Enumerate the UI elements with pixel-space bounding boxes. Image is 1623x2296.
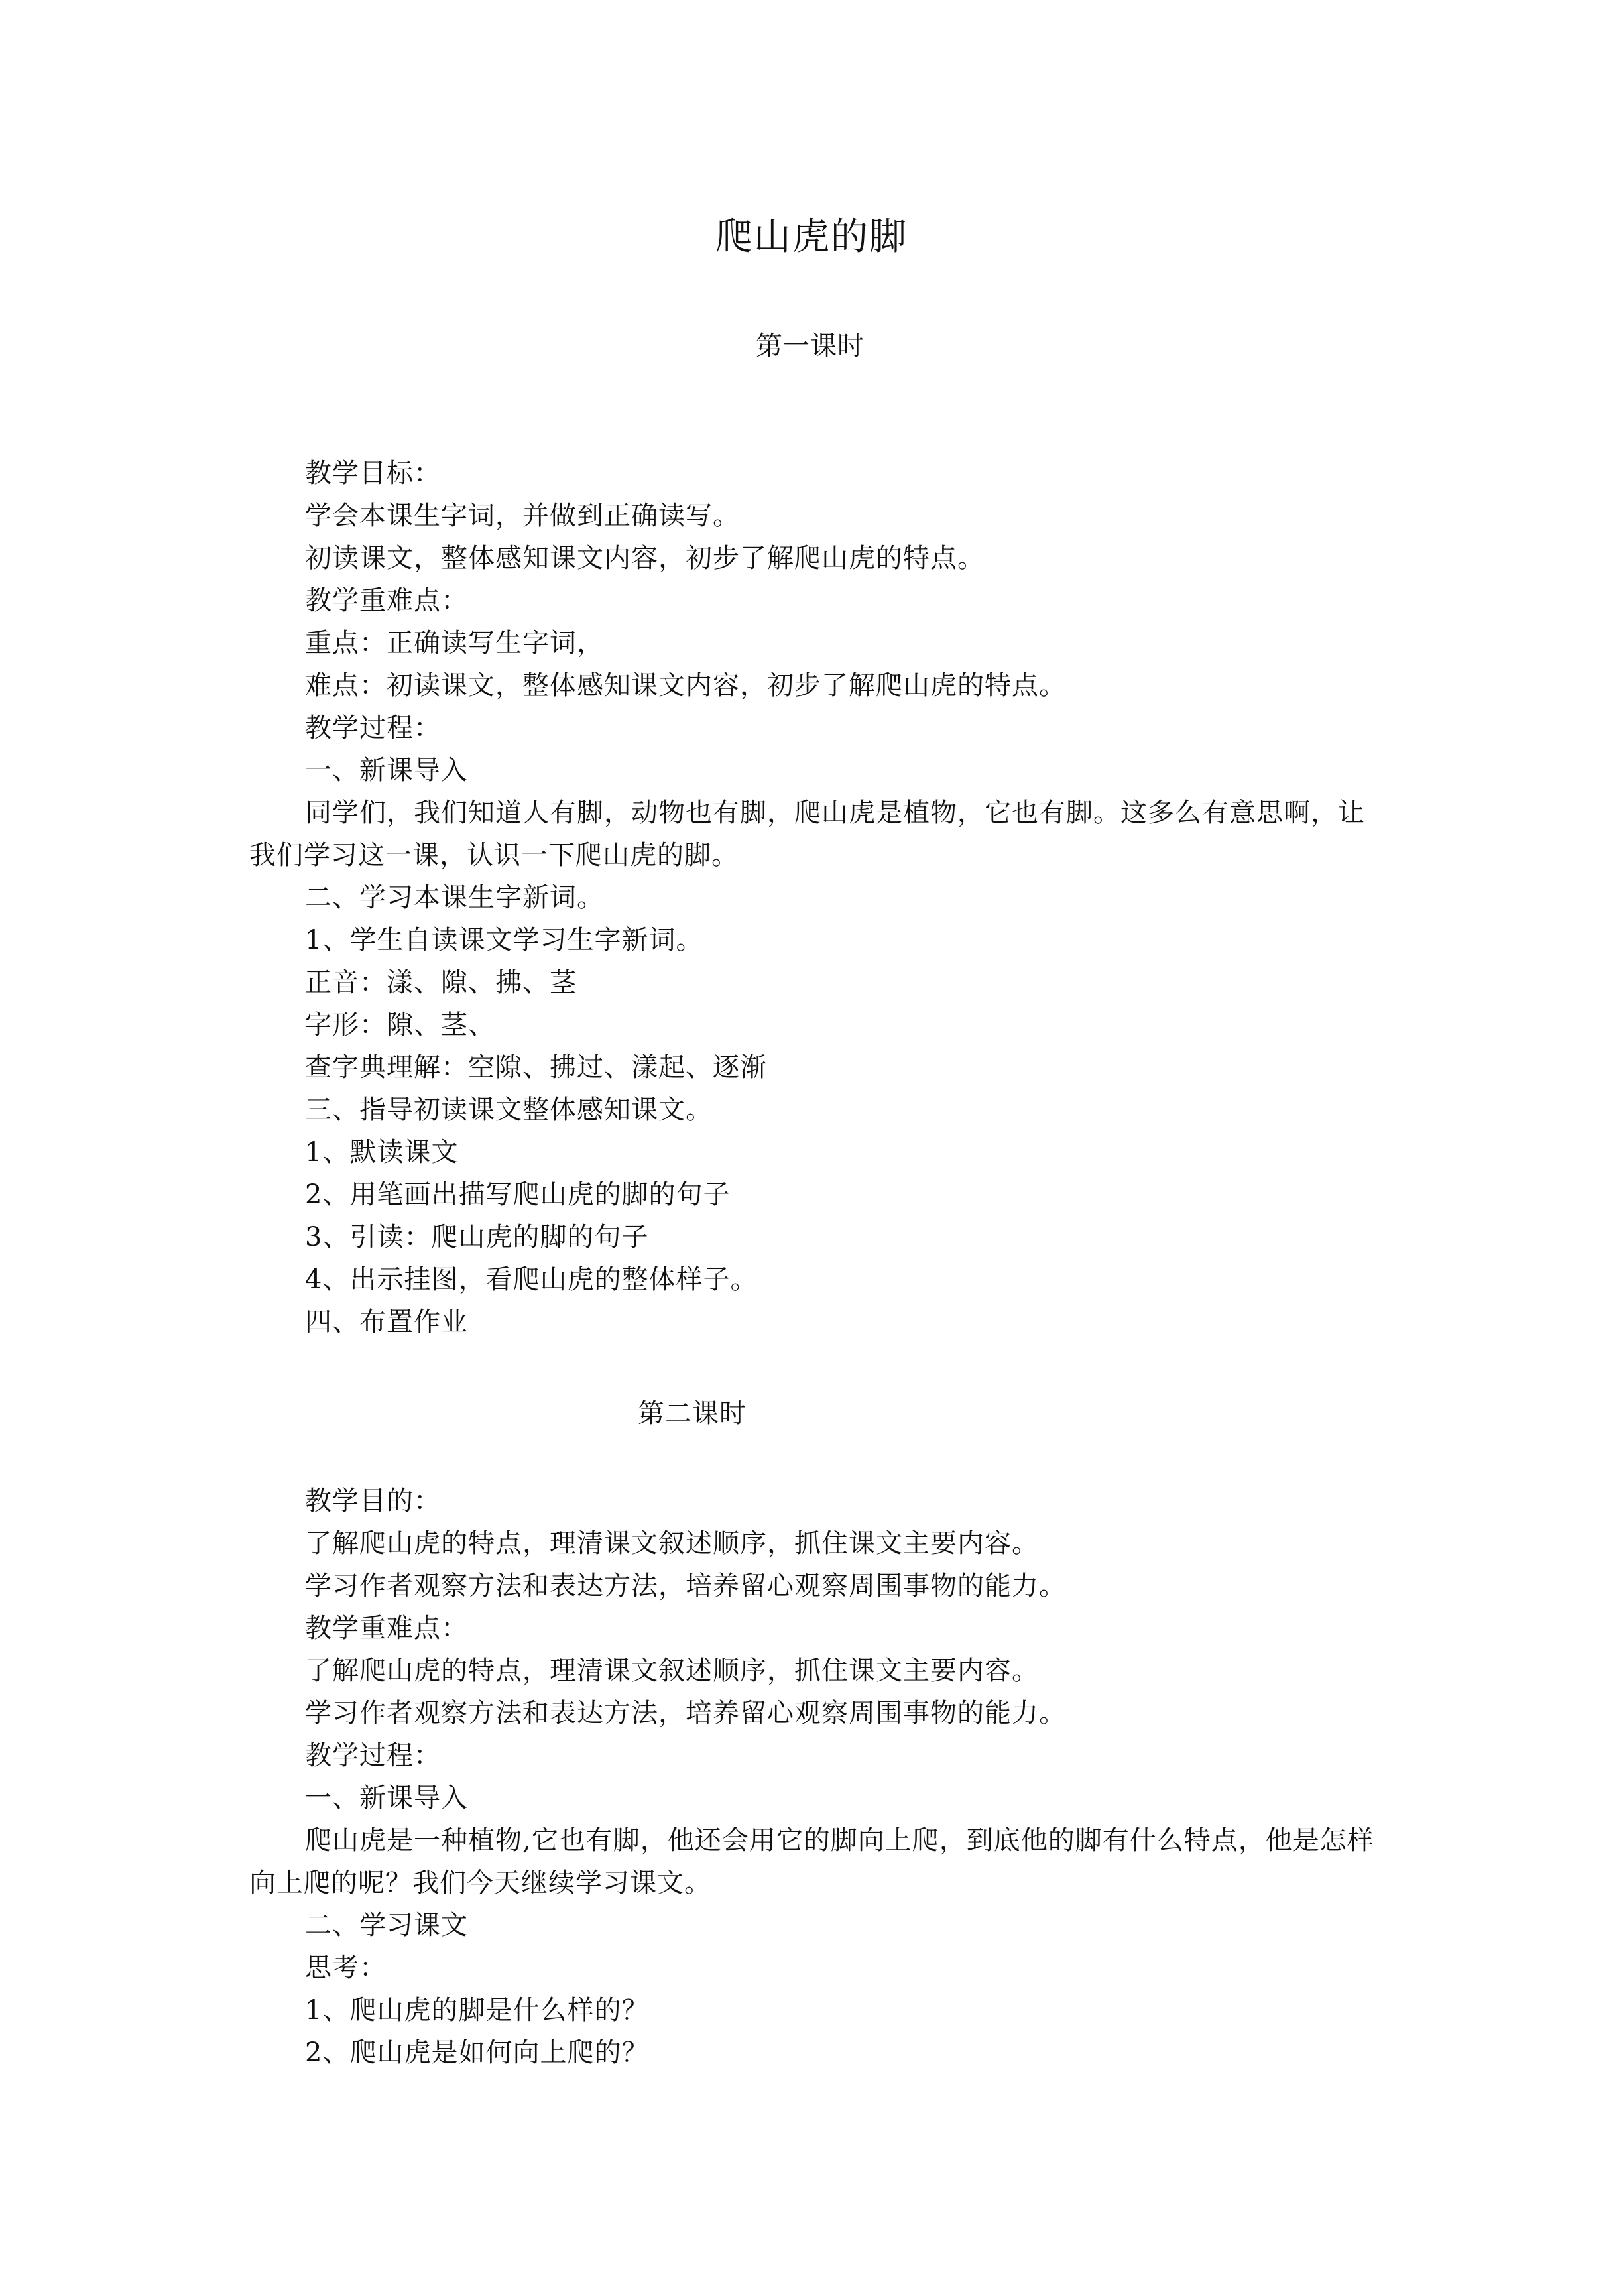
think-label: 思考： — [305, 1953, 387, 1983]
document-title: 爬山虎的脚 — [715, 215, 908, 259]
list-item: 1、学生自读课文学习生字新词。 — [305, 925, 703, 955]
question-item: 2、爬山虎是如何向上爬的？ — [305, 2037, 649, 2068]
paragraph: 爬山虎是一种植物,它也有脚，他还会用它的脚向上爬，到底他的脚有什么特点，他是怎样向上爬的呢？我们今天继续学习课文。 — [249, 1825, 1374, 1898]
section-heading: 二、学习本课生字新词。 — [305, 882, 604, 913]
goal-item: 学习作者观察方法和表达方法，培养留心观察周围事物的能力。 — [305, 1571, 1066, 1601]
section-heading: 三、指导初读课文整体感知课文。 — [305, 1095, 713, 1125]
list-item: 2、用笔画出描写爬山虎的脚的句子 — [305, 1179, 731, 1210]
list-item: 3、引读：爬山虎的脚的句子 — [305, 1222, 649, 1252]
lesson-2-body — [249, 1480, 1387, 2074]
goal-item: 初读课文，整体感知课文内容，初步了解爬山虎的特点。 — [305, 543, 985, 574]
lesson-2-heading: 第二课时 — [638, 1398, 747, 1429]
section-heading: 二、学习课文 — [305, 1910, 468, 1941]
key-points-label: 教学重难点： — [305, 585, 468, 616]
paragraph: 同学们，我们知道人有脚，动物也有脚，爬山虎是植物，它也有脚。这多么有意思啊，让我们学习这一课，认识一下爬山虎的脚。 — [249, 798, 1365, 871]
list-item: 字形：隙、茎、 — [305, 1010, 495, 1040]
key-point-item: 难点：初读课文，整体感知课文内容，初步了解爬山虎的特点。 — [305, 670, 1066, 701]
lesson-1-heading: 第一课时 — [756, 331, 865, 361]
key-point-item: 重点：正确读写生字词， — [305, 628, 604, 658]
section-heading: 四、布置作业 — [305, 1307, 468, 1337]
list-item: 查字典理解：空隙、拂过、漾起、逐渐 — [305, 1052, 767, 1083]
section-heading: 一、新课导入 — [305, 755, 468, 786]
process-label: 教学过程： — [305, 1740, 441, 1771]
question-item: 1、爬山虎的脚是什么样的？ — [305, 1995, 649, 2025]
lesson-1-body — [249, 452, 1387, 1343]
goal-item: 学会本课生字词，并做到正确读写。 — [305, 501, 740, 531]
goal-label: 教学目的： — [305, 1486, 441, 1516]
goal-label: 教学目标： — [305, 458, 441, 489]
process-label: 教学过程： — [305, 713, 441, 743]
key-point-item: 了解爬山虎的特点，理清课文叙述顺序，抓住课文主要内容。 — [305, 1656, 1039, 1686]
list-item: 1、默读课文 — [305, 1137, 459, 1168]
list-item: 正音：漾、隙、拂、茎 — [305, 967, 577, 998]
goal-item: 了解爬山虎的特点，理清课文叙述顺序，抓住课文主要内容。 — [305, 1528, 1039, 1559]
list-item: 4、出示挂图，看爬山虎的整体样子。 — [305, 1264, 758, 1295]
section-heading: 一、新课导入 — [305, 1783, 468, 1813]
key-points-label: 教学重难点： — [305, 1613, 468, 1644]
key-point-item: 学习作者观察方法和表达方法，培养留心观察周围事物的能力。 — [305, 1698, 1066, 1728]
